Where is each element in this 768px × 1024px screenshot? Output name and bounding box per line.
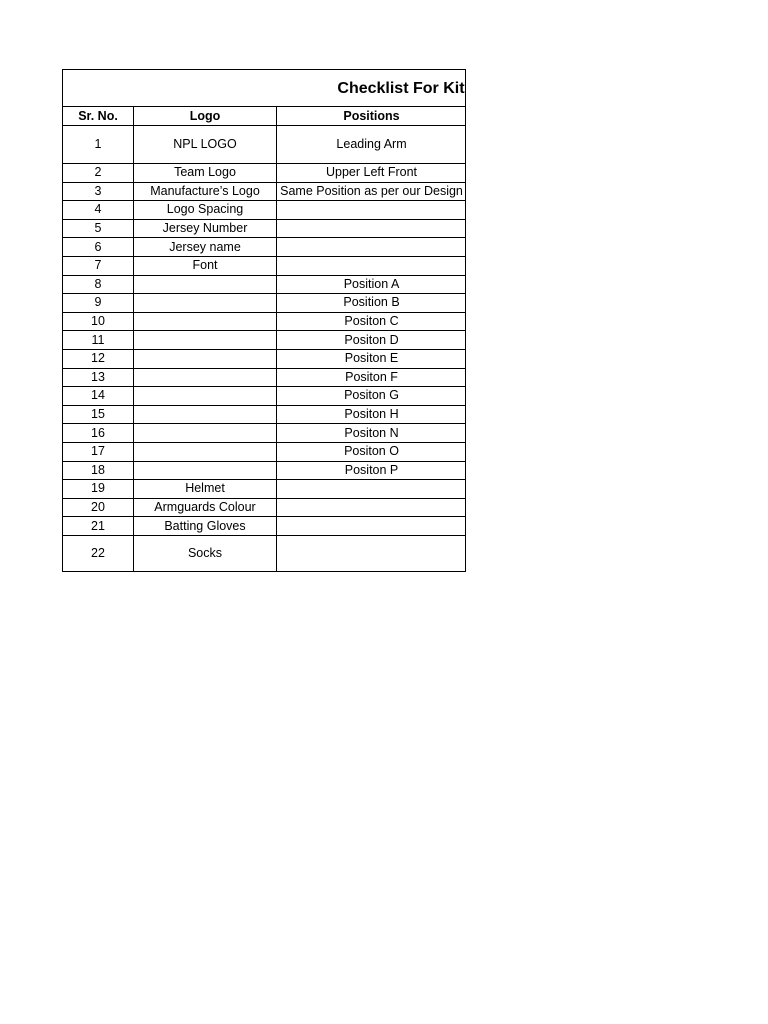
logo-cell	[134, 442, 277, 461]
logo-cell: Manufacture’s Logo	[134, 182, 277, 201]
table-row	[63, 387, 467, 406]
sr-no-cell: 9	[63, 294, 134, 313]
header-positions: Positions	[277, 107, 467, 126]
table-row	[63, 480, 467, 499]
sr-no-cell: 17	[63, 442, 134, 461]
checklist-sheet	[62, 69, 466, 572]
sr-no-cell: 10	[63, 312, 134, 331]
logo-cell: Helmet	[134, 480, 277, 499]
position-cell	[277, 498, 467, 517]
position-cell: Positon D	[277, 331, 467, 350]
header-logo: Logo	[134, 107, 277, 126]
table-row	[63, 331, 467, 350]
logo-cell: Team Logo	[134, 164, 277, 183]
logo-cell	[134, 405, 277, 424]
logo-cell: Font	[134, 256, 277, 275]
logo-cell: Jersey Number	[134, 219, 277, 238]
sr-no-cell: 4	[63, 201, 134, 220]
logo-cell	[134, 312, 277, 331]
logo-cell	[134, 349, 277, 368]
header-sr-no: Sr. No.	[63, 107, 134, 126]
sr-no-cell: 21	[63, 517, 134, 536]
position-cell	[277, 535, 467, 571]
sr-no-cell: 12	[63, 349, 134, 368]
position-cell: Positon E	[277, 349, 467, 368]
table-row	[63, 442, 467, 461]
logo-cell	[134, 387, 277, 406]
sr-no-cell: 5	[63, 219, 134, 238]
position-cell: Position A	[277, 275, 467, 294]
table-row	[63, 517, 467, 536]
sr-no-cell: 3	[63, 182, 134, 201]
logo-cell: Batting Gloves	[134, 517, 277, 536]
sr-no-cell: 6	[63, 238, 134, 257]
position-cell	[277, 256, 467, 275]
logo-cell	[134, 275, 277, 294]
sr-no-cell: 2	[63, 164, 134, 183]
logo-cell	[134, 294, 277, 313]
table-row	[63, 256, 467, 275]
table-row	[63, 349, 467, 368]
position-cell: Leading Arm	[277, 126, 467, 164]
logo-cell: Socks	[134, 535, 277, 571]
sr-no-cell: 15	[63, 405, 134, 424]
position-cell	[277, 480, 467, 499]
sr-no-cell: 16	[63, 424, 134, 443]
table-row	[63, 498, 467, 517]
position-cell: Positon N	[277, 424, 467, 443]
position-cell: Position B	[277, 294, 467, 313]
table-row	[63, 219, 467, 238]
table-row	[63, 405, 467, 424]
table-row	[63, 424, 467, 443]
position-cell	[277, 517, 467, 536]
logo-cell	[134, 368, 277, 387]
sr-no-cell: 18	[63, 461, 134, 480]
sr-no-cell: 13	[63, 368, 134, 387]
position-cell: Positon G	[277, 387, 467, 406]
table-row	[63, 126, 467, 164]
table-row	[63, 238, 467, 257]
table-row	[63, 312, 467, 331]
table-row	[63, 535, 467, 571]
position-cell: Positon P	[277, 461, 467, 480]
table-row	[63, 275, 467, 294]
table-row	[63, 294, 467, 313]
position-cell: Positon O	[277, 442, 467, 461]
logo-cell: NPL LOGO	[134, 126, 277, 164]
position-cell	[277, 219, 467, 238]
position-cell: Upper Left Front	[277, 164, 467, 183]
logo-cell: Jersey name	[134, 238, 277, 257]
table-row	[63, 368, 467, 387]
sr-no-cell: 14	[63, 387, 134, 406]
sr-no-cell: 11	[63, 331, 134, 350]
sr-no-cell: 7	[63, 256, 134, 275]
position-cell: Positon C	[277, 312, 467, 331]
logo-cell: Logo Spacing	[134, 201, 277, 220]
logo-cell	[134, 461, 277, 480]
checklist-table	[62, 69, 466, 572]
position-cell	[277, 238, 467, 257]
position-cell: Positon H	[277, 405, 467, 424]
table-row	[63, 461, 467, 480]
position-cell: Positon F	[277, 368, 467, 387]
logo-cell: Armguards Colour	[134, 498, 277, 517]
sr-no-cell: 8	[63, 275, 134, 294]
sr-no-cell: 1	[63, 126, 134, 164]
logo-cell	[134, 331, 277, 350]
position-cell	[277, 201, 467, 220]
table-row	[63, 164, 467, 183]
sheet-title: Checklist For Kit	[63, 70, 467, 107]
sr-no-cell: 20	[63, 498, 134, 517]
logo-cell	[134, 424, 277, 443]
table-body	[63, 126, 467, 572]
table-row	[63, 201, 467, 220]
sr-no-cell: 22	[63, 535, 134, 571]
position-cell: Same Position as per our Design	[277, 182, 467, 201]
table-row	[63, 182, 467, 201]
sr-no-cell: 19	[63, 480, 134, 499]
